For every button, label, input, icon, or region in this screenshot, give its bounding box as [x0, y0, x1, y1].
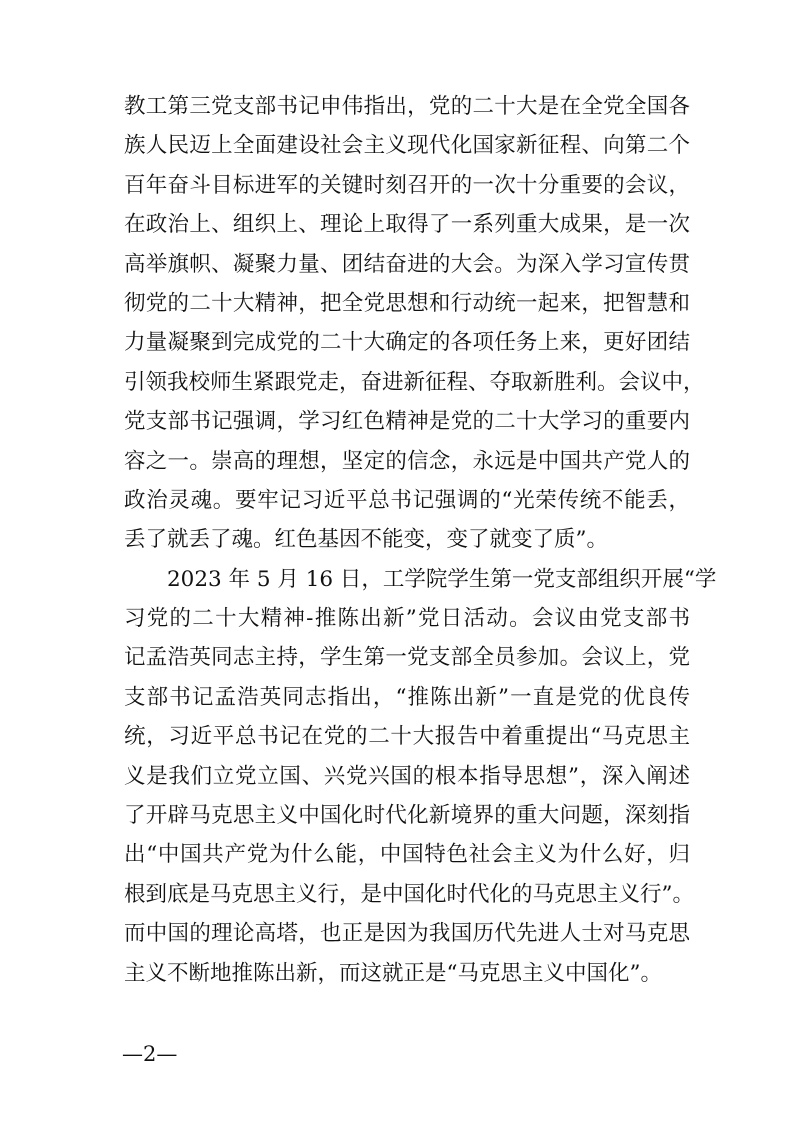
paragraph-1: [124, 87, 705, 560]
text-line: 容之一。崇高的理想，坚定的信念，永远是中国共产党人的: [124, 448, 690, 474]
page-number: —2—: [122, 1042, 178, 1066]
text-line: 习党的二十大精神-推陈出新”党日活动。会议由党支部书: [124, 606, 690, 632]
text-line: 教工第三党支部书记申伟指出，党的二十大是在全党全国各: [124, 94, 690, 119]
text-line: 高举旗帜、凝聚力量、团结奋进的大会。为深入学习宣传贯: [124, 251, 690, 277]
text-line: 出“中国共产党为什么能，中国特色社会主义为什么好，归: [124, 842, 690, 868]
text-line: 族人民迈上全面建设社会主义现代化国家新征程、向第二个: [124, 133, 690, 159]
paragraph-2: [124, 560, 717, 993]
text-line: 而中国的理论高塔，也正是因为我国历代先进人士对马克思: [124, 921, 690, 947]
text-line: 党支部书记强调，学习红色精神是党的二十大学习的重要内: [124, 409, 690, 435]
text-line: 了开辟马克思主义中国化时代化新境界的重大问题，深刻指: [124, 803, 690, 829]
body-text: [124, 87, 717, 993]
text-line: 主义不断地推陈出新，而这就正是“马克思主义中国化”。: [124, 960, 662, 986]
text-line: 记孟浩英同志主持，学生第一党支部全员参加。会议上，党: [124, 645, 690, 671]
text-line: 义是我们立党立国、兴党兴国的根本指导思想”，深入阐述: [124, 763, 690, 789]
text-line: 引领我校师生紧跟党走，奋进新征程、夺取新胜利。会议中，: [124, 369, 705, 395]
text-line: 在政治上、组织上、理论上取得了一系列重大成果，是一次: [124, 212, 690, 238]
text-line: 丢了就丢了魂。红色基因不能变，变了就变了质”。: [124, 527, 608, 553]
text-line: 根到底是马克思主义行，是中国化时代化的马克思主义行”。: [124, 881, 694, 907]
text-line: 支部书记孟浩英同志指出，“推陈出新”一直是党的优良传: [124, 684, 690, 710]
text-line: 百年奋斗目标进军的关键时刻召开的一次十分重要的会议，: [124, 172, 690, 198]
text-line: 2023 年 5 月 16 日，工学院学生第一党支部组织开展“学: [167, 566, 717, 592]
text-line: 力量凝聚到完成党的二十大确定的各项任务上来，更好团结: [124, 330, 690, 356]
text-line: 彻党的二十大精神，把全党思想和行动统一起来，把智慧和: [124, 290, 690, 316]
text-line: 政治灵魂。要牢记习近平总书记强调的“光荣传统不能丢，: [124, 487, 690, 513]
text-line: 统，习近平总书记在党的二十大报告中着重提出“马克思主: [124, 724, 690, 750]
